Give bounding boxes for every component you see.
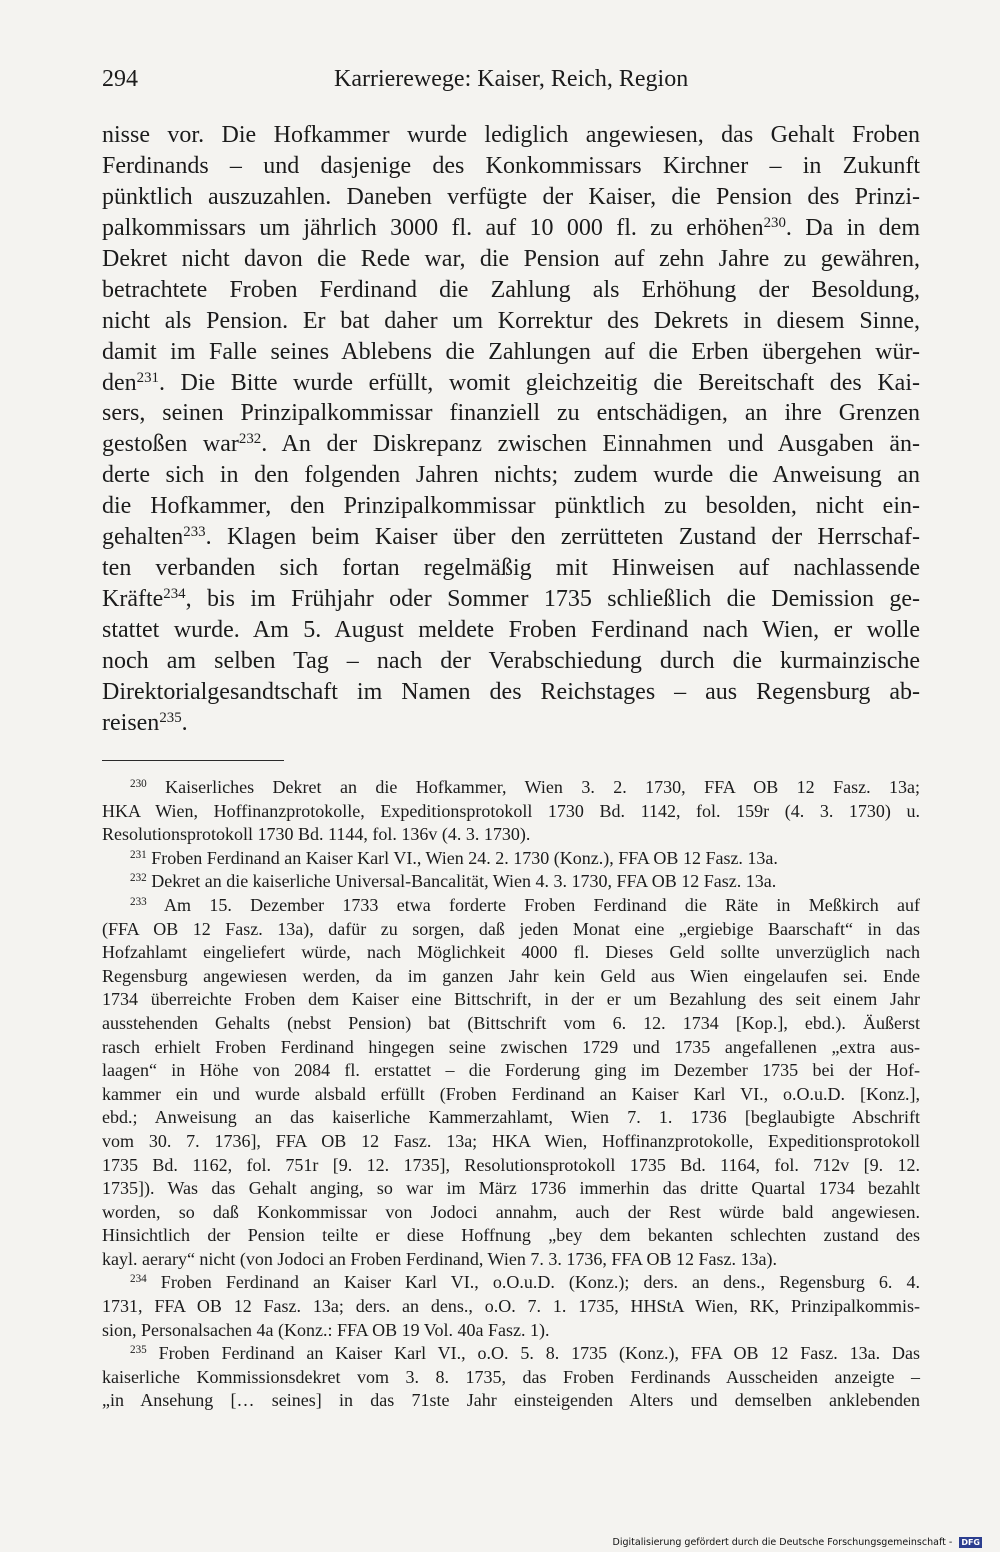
dfg-logo: DFG xyxy=(961,1538,980,1547)
text-line: nicht als Pension. Er bat daher um Korrektur des Dekrets in diesem Sinne, xyxy=(102,307,920,334)
footnote-line: vom 30. 7. 1736], FFA OB 12 Fasz. 13a; HKA Wien, Hoffinanzprotokolle, Expeditionsprotokoll xyxy=(102,1130,920,1151)
text-line: palkommissars um jährlich 3000 fl. auf 10 000 fl. zu erhöhen$^{230}$. Da in dem xyxy=(102,214,920,241)
footnote-start: $^{231}$ Froben Ferdinand an Kaiser Karl VI., Wien 24. 2. 1730 (Konz.), FFA OB 12 Fasz. 13a. xyxy=(130,847,778,868)
footnote-reference: 235 xyxy=(159,709,182,726)
footnote-start: $^{230}$ Kaiserliches Dekret an die Hofkammer, Wien 3. 2. 1730, FFA OB 12 Fasz. 13a; xyxy=(130,777,920,797)
text-line: reisen$^{235}$. xyxy=(102,709,188,736)
footnote-start: $^{233}$ Am 15. Dezember 1733 etwa forderte Froben Ferdinand die Räte in Meßkirch auf xyxy=(130,894,920,915)
footnote-line: ausstehenden Gehalts (nebst Pension) bat (Bittschrift vom 6. 12. 1734 [Kop.], ebd.). Äußerst xyxy=(102,1012,920,1033)
footnote-reference: 233 xyxy=(183,524,206,541)
text-line: die Hofkammer, den Prinzipalkommissar pünktlich zu besolden, nicht ein- xyxy=(102,493,920,520)
footnotes xyxy=(102,776,920,1413)
credit-text: Digitalisierung gefördert durch die Deutsche Forschungsgemeinschaft - xyxy=(612,1537,953,1548)
footnote-start: $^{235}$ Froben Ferdinand an Kaiser Karl VI., o.O. 5. 8. 1735 (Konz.), FFA OB 12 Fasz. 13a. Das xyxy=(130,1343,920,1364)
text-line: betrachtete Froben Ferdinand die Zahlung als Erhöhung der Besoldung, xyxy=(102,276,920,303)
footnote-line: Hofzahlamt eingeliefert würde, nach Möglichkeit 4000 fl. Dieses Geld sollte unverzüglich nach xyxy=(102,942,920,963)
text-line: damit im Falle seines Ablebens die Zahlungen auf die Erben übergehen wür- xyxy=(102,338,920,365)
footnote-number: 234 xyxy=(130,1273,147,1286)
footnote-start: $^{234}$ Froben Ferdinand an Kaiser Karl VI., o.O.u.D. (Konz.); ders. an dens., Regensburg 6. 4. xyxy=(130,1272,920,1293)
footnote-line: 1734 überreichte Froben dem Kaiser eine Bittschrift, in der er um Bezahlung des seit einem Jahr xyxy=(102,989,920,1010)
page-number: 294 xyxy=(102,66,138,92)
text-line: ten verbanden sich fortan regelmäßig mit Hinweisen auf nachlassende xyxy=(102,555,920,582)
footnote-line: HKA Wien, Hoffinanzprotokolle, Expeditionsprotokoll 1730 Bd. 1142, fol. 159r (4. 3. 1730) u. xyxy=(102,800,920,821)
footnote-number: 233 xyxy=(130,895,147,908)
text-line: noch am selben Tag – nach der Verabschiedung durch die kurmainzische xyxy=(102,647,920,674)
footnote-line: rasch erhielt Froben Ferdinand hingegen seine zwischen 1729 und 1735 angefallenen „extra aus- xyxy=(102,1036,920,1057)
footnote-reference: 230 xyxy=(763,214,786,231)
text-line: gehalten$^{233}$. Klagen beim Kaiser über den zerrütteten Zustand der Herrschaf- xyxy=(102,524,920,551)
footnote-line: laagen“ in Höhe von 2084 fl. erstattet – die Forderung ging im Dezember 1735 bei der Hof- xyxy=(102,1060,920,1081)
footnote-start: $^{232}$ Dekret an die kaiserliche Universal-Bancalität, Wien 4. 3. 1730, FFA OB 12 Fasz. 13a. xyxy=(130,871,777,892)
body-text xyxy=(102,120,920,739)
footnote-line: Resolutionsprotokoll 1730 Bd. 1144, fol. 136v (4. 3. 1730). xyxy=(102,824,531,845)
footnote-reference: 231 xyxy=(136,369,159,386)
digitization-credit xyxy=(613,1537,982,1549)
page-header xyxy=(102,62,920,96)
footnote-number: 230 xyxy=(130,777,147,790)
text-line: pünktlich auszuzahlen. Daneben verfügte der Kaiser, die Pension des Prinzi- xyxy=(102,183,920,210)
text-line: sers, seinen Prinzipalkommissar finanziell zu entschädigen, an ihre Grenzen xyxy=(102,400,920,427)
text-line: gestoßen war$^{232}$. An der Diskrepanz zwischen Einnahmen und Ausgaben än- xyxy=(102,431,920,458)
text-line: Direktorialgesandtschaft im Namen des Reichstages – aus Regensburg ab- xyxy=(102,678,920,705)
footnote-reference: 232 xyxy=(238,431,262,448)
footnote-line: Regensburg angewiesen werden, da im ganzen Jahr kein Geld aus Wien eingelaufen sei. Ende xyxy=(102,965,920,986)
footnote-line: kammer ein und wurde alsbald erfüllt (Froben Ferdinand an Kaiser Karl VI., o.O.u.D. [Konz.], xyxy=(102,1083,920,1104)
footnote-number: 235 xyxy=(130,1344,147,1357)
text-line: Kräfte$^{234}$, bis im Frühjahr oder Sommer 1735 schließlich die Demission ge- xyxy=(102,585,920,613)
footnote-line: 1735]). Was das Gehalt anging, so war im März 1736 immerhin das dritte Quartal 1734 bezahlt xyxy=(102,1178,920,1199)
footnote-line: worden, so daß Konkommissar von Jodoci annahm, auch der Rest würde bald angewiesen. xyxy=(102,1201,920,1222)
footnote-number: 232 xyxy=(130,872,147,885)
footnote-number: 231 xyxy=(130,848,147,861)
text-line: derte sich in den folgenden Jahren nichts; zudem wurde die Anweisung an xyxy=(102,462,920,489)
footnote-line: 1731, FFA OB 12 Fasz. 13a; ders. an dens., o.O. 7. 1. 1735, HHStA Wien, RK, Prinzipalkommis- xyxy=(102,1296,920,1317)
text-line: stattet wurde. Am 5. August meldete Froben Ferdinand nach Wien, er wolle xyxy=(102,617,920,643)
footnote-line: ebd.; Anweisung an das kaiserliche Kammerzahlamt, Wien 7. 1. 1736 [beglaubigte Abschrift xyxy=(102,1107,920,1128)
footnote-separator xyxy=(102,760,284,761)
footnote-line: sion, Personalsachen 4a (Konz.: FFA OB 19 Vol. 40a Fasz. 1). xyxy=(102,1319,550,1340)
text-line: den$^{231}$. Die Bitte wurde erfüllt, womit gleichzeitig die Bereitschaft des Kai- xyxy=(102,369,920,396)
footnote-reference: 234 xyxy=(163,585,186,602)
footnote-line: (FFA OB 12 Fasz. 13a), dafür zu sorgen, daß jeden Monat eine „ergiebige Baarschaft“ in das xyxy=(102,918,920,939)
text-line: Dekret nicht davon die Rede war, die Pension auf zehn Jahre zu gewähren, xyxy=(102,245,920,272)
footnote-line: „in Ansehung [… seines] in das 71ste Jahr einsteigenden Alters und demselben anklebenden xyxy=(102,1390,920,1411)
footnote-line: kayl. aerary“ nicht (von Jodoci an Froben Ferdinand, Wien 7. 3. 1736, FFA OB 12 Fasz. 13a). xyxy=(102,1248,777,1269)
text-line: Ferdinands – und dasjenige des Konkommissars Kirchner – in Zukunft xyxy=(102,152,920,179)
footnote-line: 1735 Bd. 1162, fol. 751r [9. 12. 1735], Resolutionsprotokoll 1735 Bd. 1164, fol. 712v [9. 12. xyxy=(102,1154,920,1175)
text-line: nisse vor. Die Hofkammer wurde lediglich angewiesen, das Gehalt Froben xyxy=(102,122,920,148)
footnote-line: Hinsichtlich der Pension teilte er diese Hoffnung „bey dem bekanten schlechten zustand des xyxy=(102,1225,920,1246)
running-title: Karrierewege: Kaiser, Reich, Region xyxy=(334,66,689,92)
footnote-line: kaiserliche Kommissionsdekret vom 3. 8. 1735, das Froben Ferdinands Ausscheiden anzeigte – xyxy=(102,1366,920,1387)
